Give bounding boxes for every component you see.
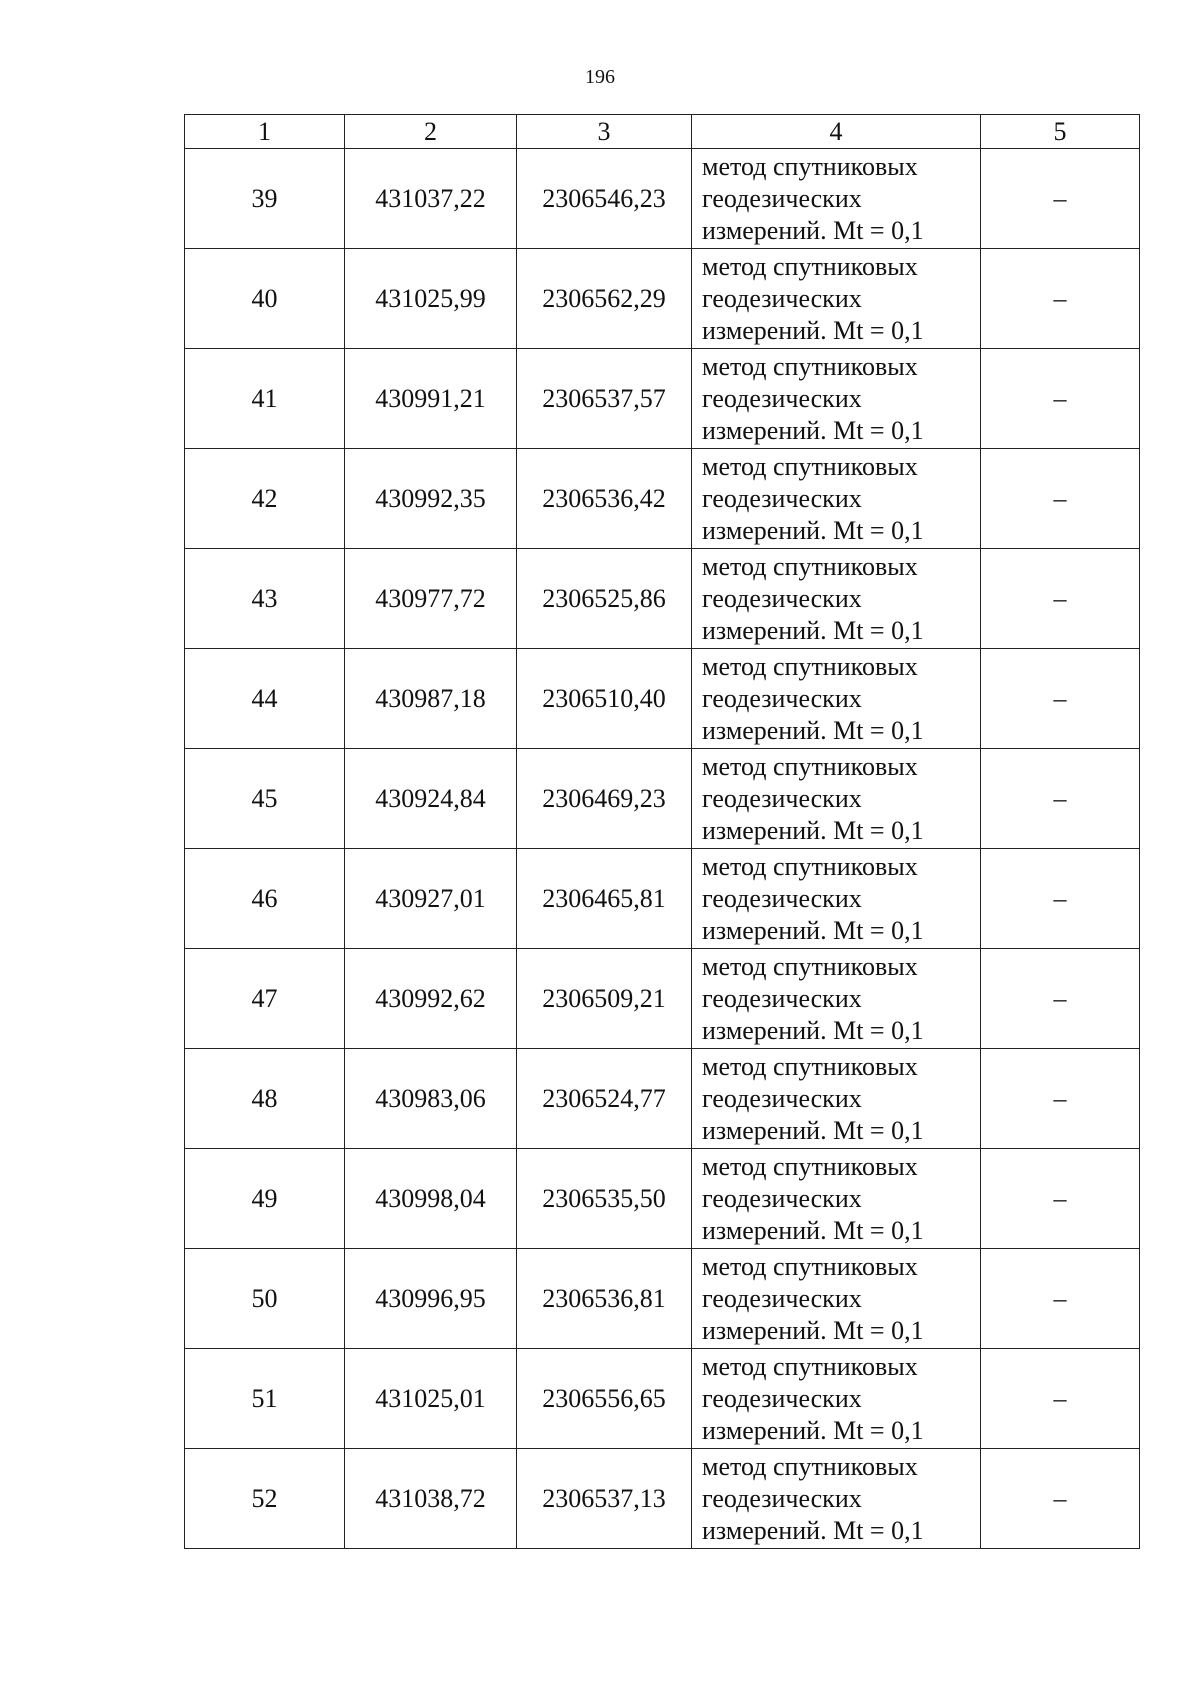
- note-cell: –: [981, 649, 1140, 749]
- x-coordinate-cell: 430927,01: [345, 849, 517, 949]
- y-coordinate-cell: 2306469,23: [517, 749, 692, 849]
- method-text-line: измерений. Mt = 0,1: [702, 815, 924, 845]
- column-header-4: 4: [692, 115, 981, 149]
- method-text-line: геодезических: [702, 283, 862, 313]
- method-text-line: метод спутниковых: [702, 1451, 918, 1481]
- method-text-line: метод спутниковых: [702, 351, 918, 381]
- y-coordinate-cell: 2306535,50: [517, 1149, 692, 1249]
- method-text-line: метод спутниковых: [702, 1051, 918, 1081]
- table-header-row: [185, 115, 1140, 149]
- method-text-line: геодезических: [702, 683, 862, 713]
- method-text-line: измерений. Mt = 0,1: [702, 1315, 924, 1345]
- x-coordinate-cell: 431037,22: [345, 149, 517, 249]
- table-row: [185, 1149, 1140, 1249]
- note-cell: –: [981, 749, 1140, 849]
- y-coordinate-cell: 2306556,65: [517, 1349, 692, 1449]
- point-number-cell: 42: [185, 449, 345, 549]
- x-coordinate-cell: 430992,62: [345, 949, 517, 1049]
- point-number-cell: 41: [185, 349, 345, 449]
- method-text-line: измерений. Mt = 0,1: [702, 1115, 924, 1145]
- table-row: [185, 549, 1140, 649]
- method-text-line: измерений. Mt = 0,1: [702, 915, 924, 945]
- method-cell: [692, 1249, 981, 1349]
- note-cell: –: [981, 249, 1140, 349]
- column-header-1: 1: [185, 115, 345, 149]
- method-cell: [692, 449, 981, 549]
- point-number-cell: 44: [185, 649, 345, 749]
- method-text-line: геодезических: [702, 483, 862, 513]
- coordinates-table: [184, 114, 1140, 1549]
- method-text-line: метод спутниковых: [702, 151, 918, 181]
- method-text-line: измерений. Mt = 0,1: [702, 215, 924, 245]
- method-cell: [692, 149, 981, 249]
- method-text-line: метод спутниковых: [702, 251, 918, 281]
- note-cell: –: [981, 1049, 1140, 1149]
- column-header-3: 3: [517, 115, 692, 149]
- method-text-line: метод спутниковых: [702, 451, 918, 481]
- method-text-line: измерений. Mt = 0,1: [702, 315, 924, 345]
- method-text-line: геодезических: [702, 183, 862, 213]
- table-row: [185, 1249, 1140, 1349]
- point-number-cell: 40: [185, 249, 345, 349]
- method-text-line: метод спутниковых: [702, 651, 918, 681]
- note-cell: –: [981, 1349, 1140, 1449]
- method-text-line: геодезических: [702, 1383, 862, 1413]
- column-header-2: 2: [345, 115, 517, 149]
- method-cell: [692, 549, 981, 649]
- point-number-cell: 50: [185, 1249, 345, 1349]
- table-row: [185, 749, 1140, 849]
- method-text-line: геодезических: [702, 583, 862, 613]
- method-text-line: измерений. Mt = 0,1: [702, 1515, 924, 1545]
- point-number-cell: 47: [185, 949, 345, 1049]
- method-text-line: геодезических: [702, 383, 862, 413]
- method-text-line: метод спутниковых: [702, 851, 918, 881]
- method-text-line: измерений. Mt = 0,1: [702, 415, 924, 445]
- y-coordinate-cell: 2306509,21: [517, 949, 692, 1049]
- method-cell: [692, 649, 981, 749]
- x-coordinate-cell: 430977,72: [345, 549, 517, 649]
- method-cell: [692, 1349, 981, 1449]
- y-coordinate-cell: 2306536,81: [517, 1249, 692, 1349]
- point-number-cell: 51: [185, 1349, 345, 1449]
- method-text-line: измерений. Mt = 0,1: [702, 1015, 924, 1045]
- note-cell: –: [981, 949, 1140, 1049]
- x-coordinate-cell: 430992,35: [345, 449, 517, 549]
- x-coordinate-cell: 430924,84: [345, 749, 517, 849]
- table-body: [185, 149, 1140, 1549]
- note-cell: –: [981, 149, 1140, 249]
- method-cell: [692, 949, 981, 1049]
- method-cell: [692, 249, 981, 349]
- table-row: [185, 1049, 1140, 1149]
- table-row: [185, 249, 1140, 349]
- method-text-line: измерений. Mt = 0,1: [702, 1215, 924, 1245]
- method-text-line: измерений. Mt = 0,1: [702, 615, 924, 645]
- point-number-cell: 48: [185, 1049, 345, 1149]
- note-cell: –: [981, 1149, 1140, 1249]
- table-row: [185, 349, 1140, 449]
- point-number-cell: 46: [185, 849, 345, 949]
- point-number-cell: 52: [185, 1449, 345, 1549]
- method-cell: [692, 1149, 981, 1249]
- y-coordinate-cell: 2306546,23: [517, 149, 692, 249]
- note-cell: –: [981, 349, 1140, 449]
- method-text-line: метод спутниковых: [702, 551, 918, 581]
- note-cell: –: [981, 449, 1140, 549]
- table-row: [185, 449, 1140, 549]
- point-number-cell: 43: [185, 549, 345, 649]
- table-row: [185, 649, 1140, 749]
- table-row: [185, 849, 1140, 949]
- x-coordinate-cell: 430987,18: [345, 649, 517, 749]
- y-coordinate-cell: 2306465,81: [517, 849, 692, 949]
- note-cell: –: [981, 549, 1140, 649]
- method-cell: [692, 1449, 981, 1549]
- table-row: [185, 149, 1140, 249]
- method-text-line: геодезических: [702, 1483, 862, 1513]
- x-coordinate-cell: 431025,99: [345, 249, 517, 349]
- note-cell: –: [981, 1449, 1140, 1549]
- y-coordinate-cell: 2306537,13: [517, 1449, 692, 1549]
- y-coordinate-cell: 2306525,86: [517, 549, 692, 649]
- method-text-line: геодезических: [702, 883, 862, 913]
- method-text-line: измерений. Mt = 0,1: [702, 715, 924, 745]
- x-coordinate-cell: 431025,01: [345, 1349, 517, 1449]
- method-text-line: метод спутниковых: [702, 951, 918, 981]
- table-row: [185, 949, 1140, 1049]
- method-cell: [692, 749, 981, 849]
- method-text-line: геодезических: [702, 1283, 862, 1313]
- x-coordinate-cell: 430983,06: [345, 1049, 517, 1149]
- method-text-line: геодезических: [702, 1083, 862, 1113]
- method-cell: [692, 849, 981, 949]
- y-coordinate-cell: 2306562,29: [517, 249, 692, 349]
- x-coordinate-cell: 430998,04: [345, 1149, 517, 1249]
- method-text-line: измерений. Mt = 0,1: [702, 1415, 924, 1445]
- method-cell: [692, 349, 981, 449]
- method-text-line: метод спутниковых: [702, 1251, 918, 1281]
- method-text-line: метод спутниковых: [702, 1351, 918, 1381]
- method-cell: [692, 1049, 981, 1149]
- method-text-line: метод спутниковых: [702, 751, 918, 781]
- note-cell: –: [981, 1249, 1140, 1349]
- table-row: [185, 1449, 1140, 1549]
- point-number-cell: 39: [185, 149, 345, 249]
- column-header-5: 5: [981, 115, 1140, 149]
- y-coordinate-cell: 2306510,40: [517, 649, 692, 749]
- x-coordinate-cell: 431038,72: [345, 1449, 517, 1549]
- method-text-line: геодезических: [702, 783, 862, 813]
- x-coordinate-cell: 430991,21: [345, 349, 517, 449]
- y-coordinate-cell: 2306524,77: [517, 1049, 692, 1149]
- table-row: [185, 1349, 1140, 1449]
- point-number-cell: 49: [185, 1149, 345, 1249]
- point-number-cell: 45: [185, 749, 345, 849]
- method-text-line: метод спутниковых: [702, 1151, 918, 1181]
- y-coordinate-cell: 2306536,42: [517, 449, 692, 549]
- y-coordinate-cell: 2306537,57: [517, 349, 692, 449]
- page-number: 196: [585, 66, 615, 88]
- note-cell: –: [981, 849, 1140, 949]
- method-text-line: геодезических: [702, 983, 862, 1013]
- method-text-line: геодезических: [702, 1183, 862, 1213]
- x-coordinate-cell: 430996,95: [345, 1249, 517, 1349]
- method-text-line: измерений. Mt = 0,1: [702, 515, 924, 545]
